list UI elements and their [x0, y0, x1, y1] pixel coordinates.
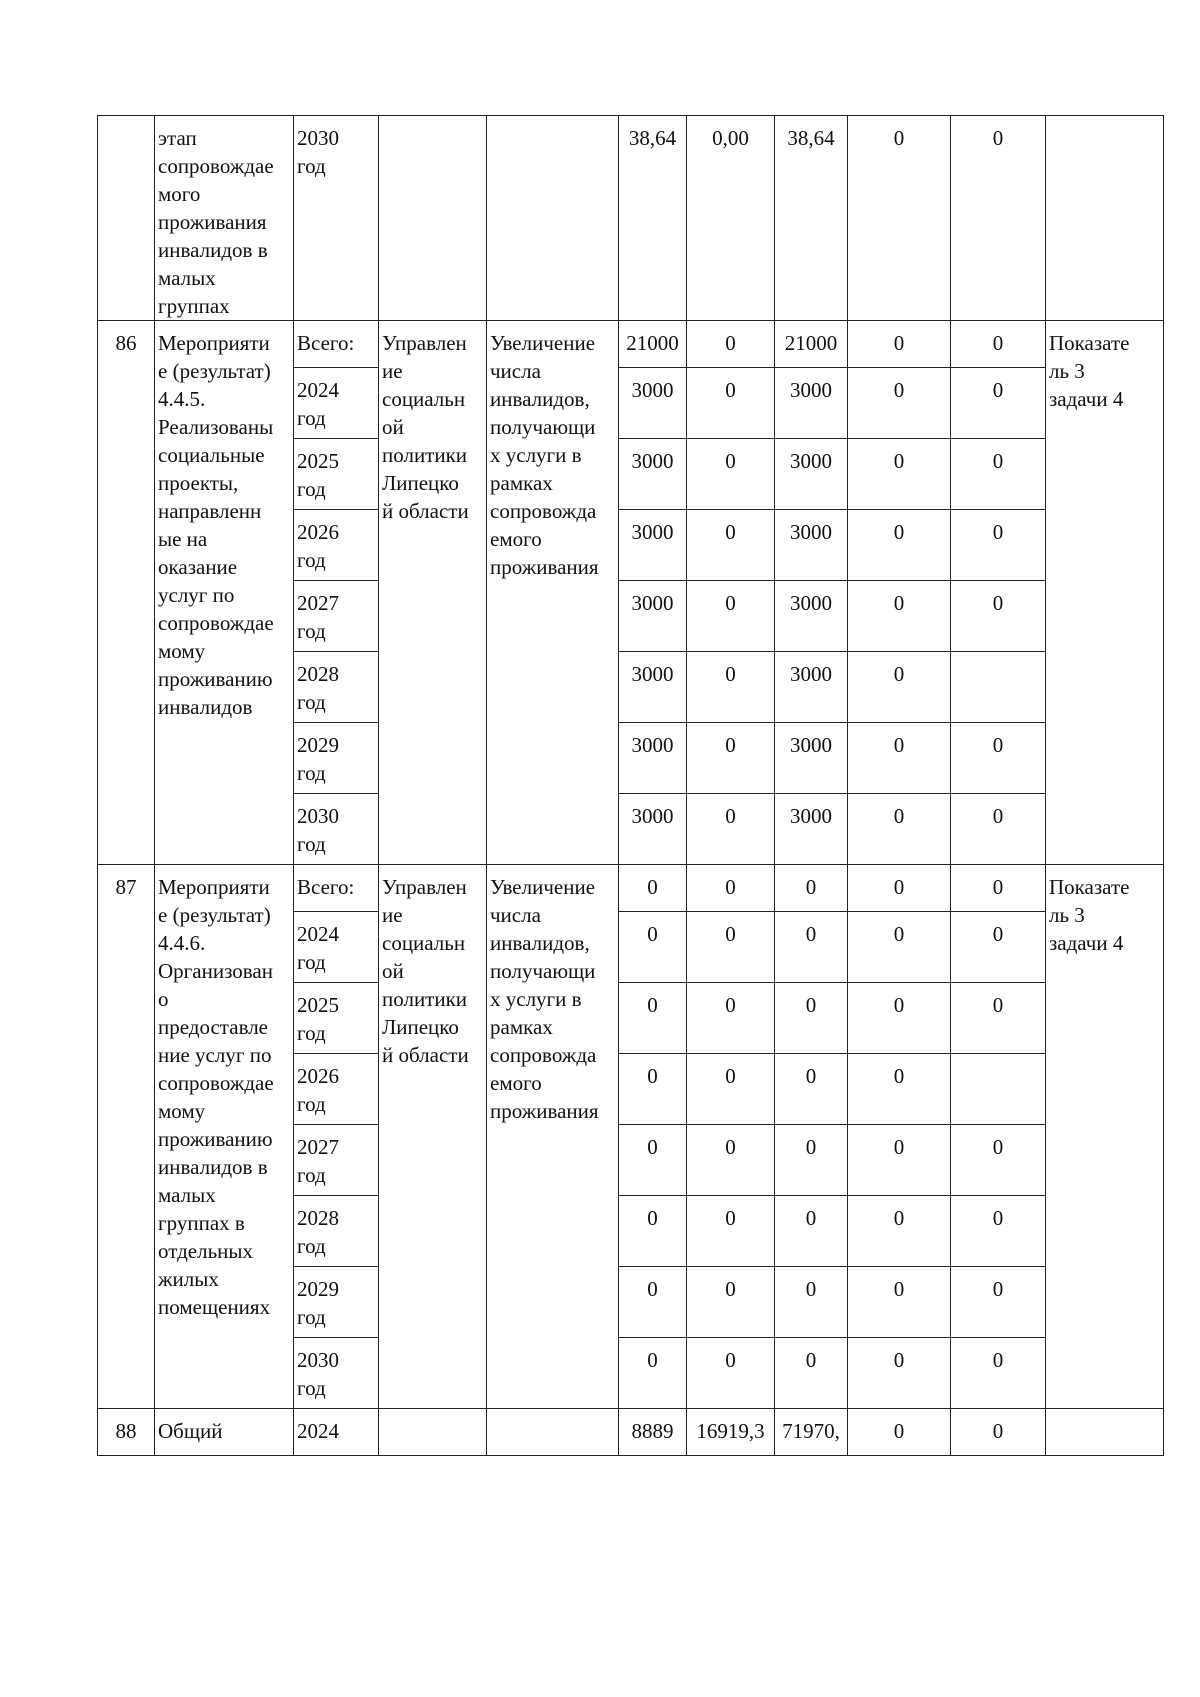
table-body — [98, 116, 1164, 1456]
amount-v4: 0 — [848, 368, 951, 439]
amount-v4: 0 — [848, 1267, 951, 1338]
amount-v3: 0 — [775, 912, 848, 983]
amount-v1: 3000 — [619, 581, 687, 652]
amount-v5 — [951, 652, 1046, 723]
amount-v1: 3000 — [619, 652, 687, 723]
amount-v2: 0 — [687, 723, 775, 794]
amount-v4: 0 — [848, 652, 951, 723]
year-cell: 2030 год — [294, 116, 379, 321]
amount-v5: 0 — [951, 1338, 1046, 1409]
amount-v3: 0 — [775, 1125, 848, 1196]
amount-v4: 0 — [848, 865, 951, 912]
responsible-org — [379, 116, 487, 321]
amount-v2: 0 — [687, 321, 775, 368]
amount-v3: 3000 — [775, 439, 848, 510]
year-cell: 2027 год — [294, 581, 379, 652]
amount-v4: 0 — [848, 1409, 951, 1456]
amount-v1: 21000 — [619, 321, 687, 368]
row-number: 87 — [98, 865, 155, 1409]
amount-v2: 0 — [687, 1054, 775, 1125]
amount-v1: 0 — [619, 1338, 687, 1409]
amount-v4: 0 — [848, 723, 951, 794]
amount-v3: 0 — [775, 1054, 848, 1125]
amount-v5: 0 — [951, 794, 1046, 865]
amount-v2: 0 — [687, 794, 775, 865]
amount-v4: 0 — [848, 510, 951, 581]
amount-v3: 0 — [775, 1196, 848, 1267]
table-row — [98, 1409, 1164, 1456]
amount-v5: 0 — [951, 510, 1046, 581]
indicator — [1046, 116, 1164, 321]
indicator: Показате ль 3 задачи 4 — [1046, 321, 1164, 865]
amount-v5: 0 — [951, 1125, 1046, 1196]
amount-v2: 0 — [687, 1196, 775, 1267]
table-row — [98, 321, 1164, 368]
amount-v3: 3000 — [775, 652, 848, 723]
year-cell: 2025 год — [294, 983, 379, 1054]
amount-v4: 0 — [848, 321, 951, 368]
responsible-org: Управлен ие социальн ой политики Липецко й области — [379, 321, 487, 865]
amount-v3: 3000 — [775, 581, 848, 652]
event-name: Мероприяти е (результат) 4.4.6. Организован о предоставле ние услуг по сопровождае мому проживанию инвалидов в малых группах в отдельных жилых помещениях — [155, 865, 294, 1409]
amount-v5: 0 — [951, 983, 1046, 1054]
amount-v3: 0 — [775, 865, 848, 912]
amount-v3: 71970, — [775, 1409, 848, 1456]
year-cell: 2029 год — [294, 723, 379, 794]
amount-v1: 3000 — [619, 794, 687, 865]
amount-v3: 0 — [775, 983, 848, 1054]
amount-v1: 0 — [619, 865, 687, 912]
year-cell: 2025 год — [294, 439, 379, 510]
amount-v2: 0 — [687, 439, 775, 510]
amount-v2: 16919,3 — [687, 1409, 775, 1456]
amount-v1: 3000 — [619, 723, 687, 794]
amount-v5: 0 — [951, 865, 1046, 912]
year-cell: 2024 год — [294, 368, 379, 439]
expected-result: Увеличение числа инвалидов, получающи х услуги в рамках сопровожда емого проживания — [487, 321, 619, 865]
amount-v3: 3000 — [775, 794, 848, 865]
amount-v2: 0 — [687, 510, 775, 581]
amount-v3: 21000 — [775, 321, 848, 368]
amount-v2: 0 — [687, 865, 775, 912]
year-cell: Всего: — [294, 865, 379, 912]
amount-v1: 3000 — [619, 439, 687, 510]
amount-v3: 3000 — [775, 368, 848, 439]
amount-v5: 0 — [951, 368, 1046, 439]
amount-v1: 38,64 — [619, 116, 687, 321]
year-cell: 2026 год — [294, 1054, 379, 1125]
amount-v1: 0 — [619, 1125, 687, 1196]
year-cell: 2030 год — [294, 794, 379, 865]
amount-v3: 0 — [775, 1267, 848, 1338]
amount-v4: 0 — [848, 794, 951, 865]
amount-v5: 0 — [951, 439, 1046, 510]
amount-v5: 0 — [951, 1267, 1046, 1338]
indicator — [1046, 1409, 1164, 1456]
amount-v2: 0 — [687, 368, 775, 439]
indicator: Показате ль 3 задачи 4 — [1046, 865, 1164, 1409]
year-cell: 2024 — [294, 1409, 379, 1456]
expected-result: Увеличение числа инвалидов, получающи х услуги в рамках сопровожда емого проживания — [487, 865, 619, 1409]
event-name: Мероприяти е (результат) 4.4.5. Реализованы социальные проекты, направленн ые на оказание услуг по сопровождае мому проживанию инвалидов — [155, 321, 294, 865]
amount-v3: 3000 — [775, 510, 848, 581]
amount-v2: 0 — [687, 1267, 775, 1338]
row-number: 88 — [98, 1409, 155, 1456]
amount-v2: 0 — [687, 983, 775, 1054]
amount-v5: 0 — [951, 581, 1046, 652]
amount-v5: 0 — [951, 723, 1046, 794]
amount-v4: 0 — [848, 116, 951, 321]
amount-v4: 0 — [848, 1338, 951, 1409]
amount-v5: 0 — [951, 116, 1046, 321]
amount-v2: 0 — [687, 1125, 775, 1196]
year-cell: 2026 год — [294, 510, 379, 581]
amount-v5: 0 — [951, 1409, 1046, 1456]
amount-v4: 0 — [848, 439, 951, 510]
expected-result — [487, 116, 619, 321]
amount-v5: 0 — [951, 321, 1046, 368]
amount-v1: 0 — [619, 1196, 687, 1267]
amount-v2: 0,00 — [687, 116, 775, 321]
year-cell: Всего: — [294, 321, 379, 368]
year-cell: 2029 год — [294, 1267, 379, 1338]
year-cell: 2027 год — [294, 1125, 379, 1196]
amount-v2: 0 — [687, 912, 775, 983]
amount-v4: 0 — [848, 1196, 951, 1267]
amount-v1: 3000 — [619, 368, 687, 439]
amount-v1: 8889 — [619, 1409, 687, 1456]
amount-v2: 0 — [687, 581, 775, 652]
amount-v1: 0 — [619, 912, 687, 983]
event-name: Общий — [155, 1409, 294, 1456]
amount-v4: 0 — [848, 1125, 951, 1196]
row-number: 86 — [98, 321, 155, 865]
expected-result — [487, 1409, 619, 1456]
amount-v4: 0 — [848, 983, 951, 1054]
amount-v3: 38,64 — [775, 116, 848, 321]
row-number — [98, 116, 155, 321]
amount-v1: 0 — [619, 1267, 687, 1338]
amount-v4: 0 — [848, 1054, 951, 1125]
budget-table — [97, 115, 1164, 1456]
event-name: этап сопровождае мого проживания инвалидов в малых группах — [155, 116, 294, 321]
amount-v5 — [951, 1054, 1046, 1125]
amount-v1: 0 — [619, 1054, 687, 1125]
amount-v3: 0 — [775, 1338, 848, 1409]
amount-v4: 0 — [848, 912, 951, 983]
amount-v5: 0 — [951, 1196, 1046, 1267]
table-row — [98, 116, 1164, 321]
year-cell: 2024 год — [294, 912, 379, 983]
table-row — [98, 865, 1164, 912]
year-cell: 2028 год — [294, 1196, 379, 1267]
year-cell: 2028 год — [294, 652, 379, 723]
amount-v2: 0 — [687, 652, 775, 723]
year-cell: 2030 год — [294, 1338, 379, 1409]
amount-v1: 0 — [619, 983, 687, 1054]
amount-v1: 3000 — [619, 510, 687, 581]
responsible-org: Управлен ие социальн ой политики Липецко й области — [379, 865, 487, 1409]
amount-v4: 0 — [848, 581, 951, 652]
amount-v2: 0 — [687, 1338, 775, 1409]
amount-v3: 3000 — [775, 723, 848, 794]
responsible-org — [379, 1409, 487, 1456]
amount-v5: 0 — [951, 912, 1046, 983]
